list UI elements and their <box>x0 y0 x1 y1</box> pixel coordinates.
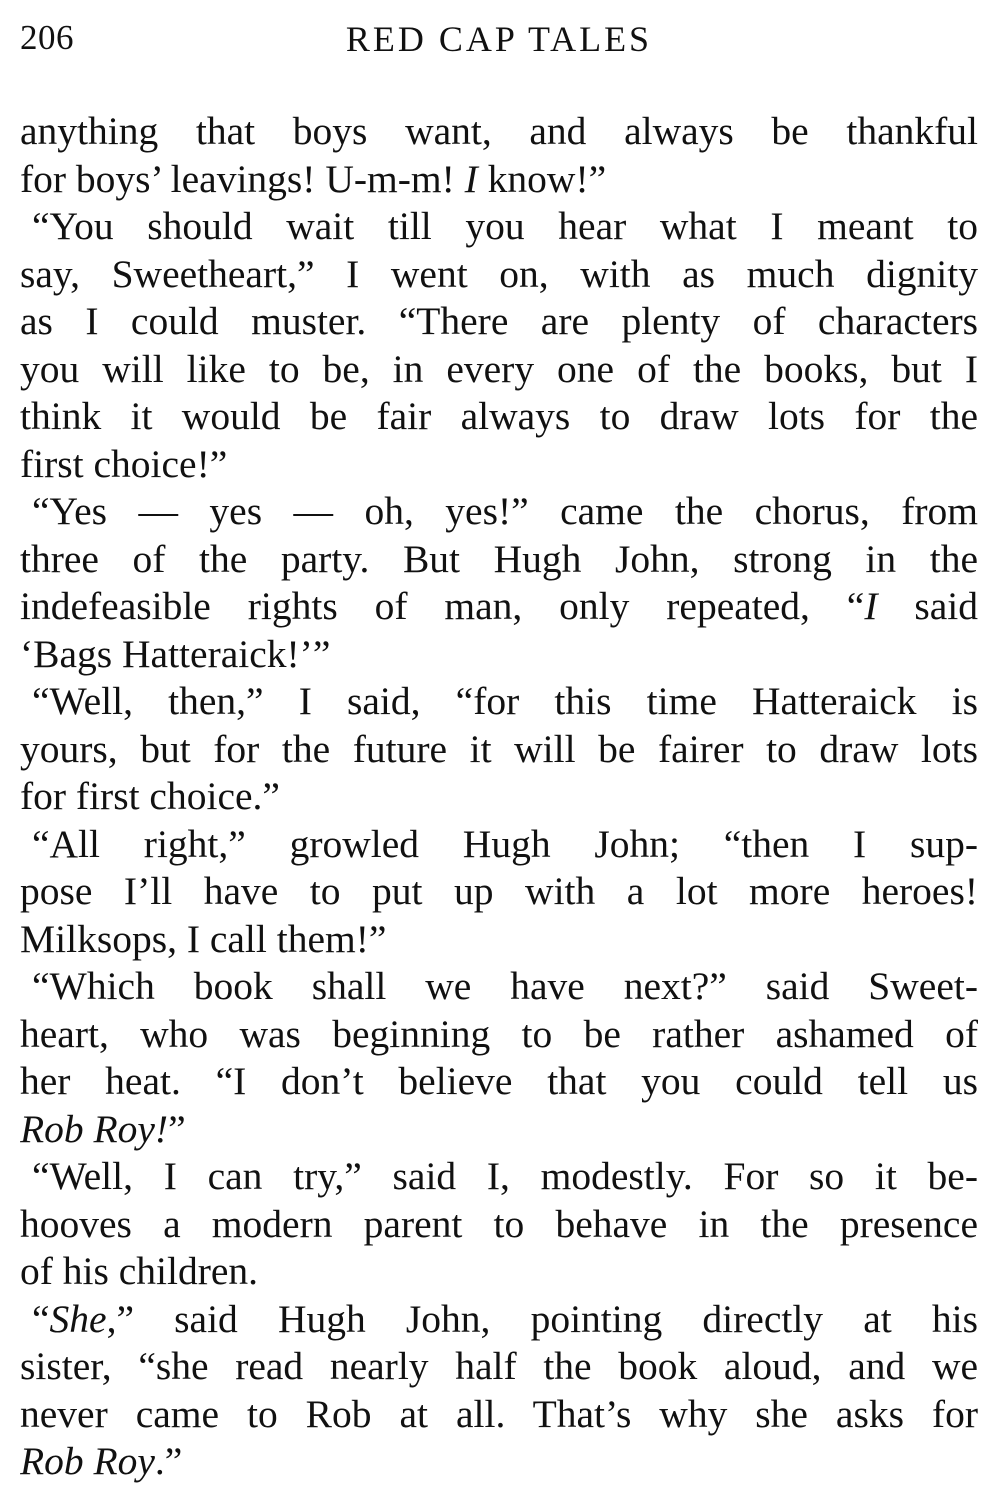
text-line <box>20 156 978 204</box>
text-span: know!” <box>477 156 607 201</box>
text-line: as I could muster. “There are plenty of characters <box>20 299 978 343</box>
text-line: “Well, then,” I said, “for this time Hatteraick is <box>32 679 978 723</box>
text-line <box>20 1438 978 1486</box>
text-span: indefeasible rights of man, only repeated, “ <box>20 584 865 628</box>
text-line: “All right,” growled Hugh John; “then I sup- <box>32 821 978 866</box>
text-span: “ <box>32 1296 50 1341</box>
text-line <box>20 583 978 631</box>
text-line: hooves a modern parent to behave in the presence <box>20 1201 978 1246</box>
text-line <box>20 1296 978 1344</box>
italic-text: I <box>864 584 878 628</box>
text-line: say, Sweetheart,” I went on, with as much dignity <box>20 251 978 296</box>
text-line: “Which book shall we have next?” said Sweet- <box>32 964 978 1008</box>
text-line: her heat. “I don’t believe that you could tell us <box>20 1059 978 1103</box>
text-line <box>20 1106 978 1154</box>
text-line: anything that boys want, and always be thankful <box>20 109 978 153</box>
text-line: “Yes — yes — oh, yes!” came the chorus, from <box>32 489 978 533</box>
text-line: first choice!” <box>20 441 228 486</box>
text-line: heart, who was beginning to be rather ashamed of <box>20 1011 978 1056</box>
text-line: for first choice.” <box>20 774 280 818</box>
italic-text: Rob Roy! <box>20 1106 169 1151</box>
italic-text: I <box>464 156 478 201</box>
text-line: Milksops, I call them!” <box>20 916 387 961</box>
text-line: sister, “she read nearly half the book aloud, and we <box>20 1344 978 1388</box>
text-span: ,” said Hugh John, pointing directly at his <box>106 1296 978 1341</box>
text-span: for boys’ leavings! U-m-m! <box>20 156 465 201</box>
text-line: think it would be fair always to draw lots for the <box>20 394 978 438</box>
page-number: 206 <box>20 18 74 57</box>
italic-text: She <box>49 1296 107 1341</box>
text-line: never came to Rob at all. That’s why she asks for <box>20 1391 978 1436</box>
running-title: RED CAP TALES <box>345 19 653 59</box>
running-head <box>20 18 978 66</box>
text-line: ‘Bags Hatteraick!’” <box>20 631 331 676</box>
text-line: yours, but for the future it will be fairer to draw lots <box>20 726 978 771</box>
text-span: said <box>877 584 978 628</box>
text-line: “You should wait till you hear what I meant to <box>32 204 978 248</box>
body-text <box>20 108 978 1486</box>
text-span: ” <box>168 1106 186 1151</box>
text-line: “Well, I can try,” said I, modestly. For so it be- <box>32 1154 978 1198</box>
text-line: you will like to be, in every one of the books, but I <box>20 346 978 391</box>
text-line: pose I’ll have to put up with a lot more heroes! <box>20 869 978 913</box>
text-line: of his children. <box>20 1249 259 1293</box>
italic-text: Rob Roy <box>20 1439 155 1483</box>
text-line: three of the party. But Hugh John, strong in the <box>20 536 978 581</box>
text-span: .” <box>154 1439 183 1483</box>
